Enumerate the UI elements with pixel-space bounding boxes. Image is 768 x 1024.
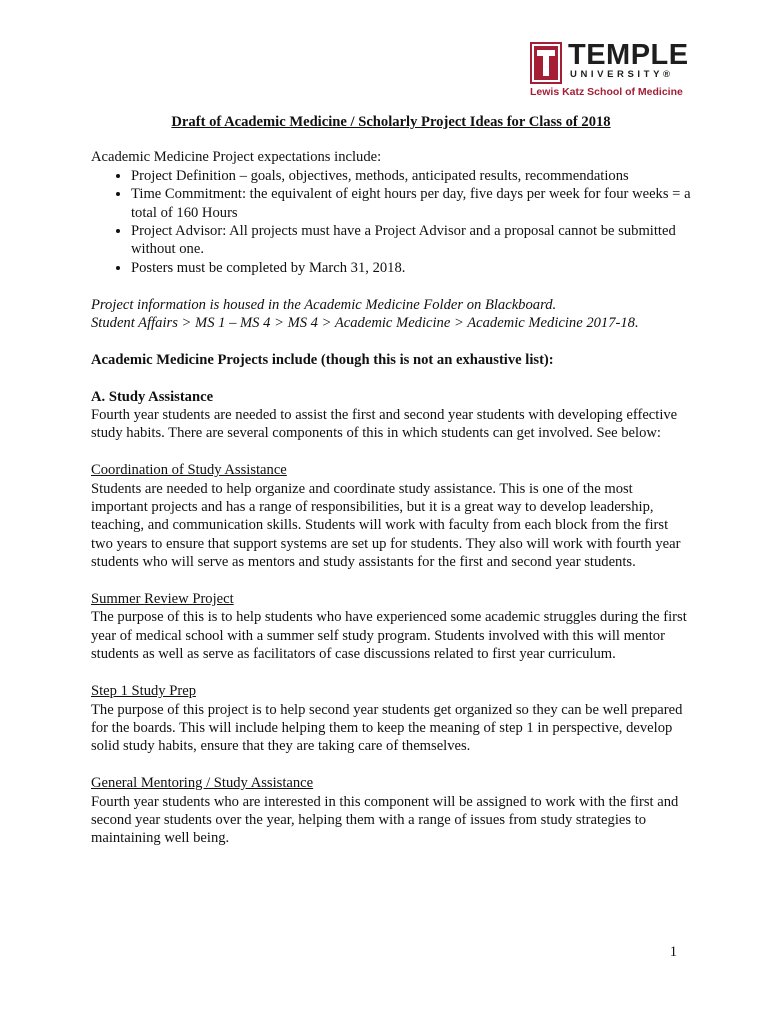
logo-school-name: Lewis Katz School of Medicine [530, 86, 683, 98]
subsection-body: Students are needed to help organize and coordinate study assistance. This is one of the most important projects and has a range of responsibilities, but it is a great way to develop leadership, teaching, and communication skills. Students will work with faculty from each block from the first two years to ensure that support systems are set up for students. They also will work with fourth year students who will serve as mentors and study assistants for the first and second year students. [91, 480, 681, 571]
subsection-body: The purpose of this project is to help second year students get organized so they can be well prepared for the boards. This will include helping them to keep the meaning of step 1 in perspective, develop solid study habits, ensure that they are taking care of themselves. [91, 701, 683, 755]
logo-university: UNIVERSITY® [570, 69, 674, 80]
subsection-heading: General Mentoring / Study Assistance [91, 775, 314, 792]
section-a-body: Fourth year students are needed to assist the first and second year students with developing effective study habits. There are several components of this in which students can get involved. See below: [91, 407, 678, 442]
section-a-heading: A. Study Assistance [91, 388, 214, 405]
subsection-body: Fourth year students who are interested in this component will be assigned to work with the first and second year students over the year, helping them with a range of issues from study strategies to maintaining well being. [91, 793, 679, 847]
logo-wordmark: TEMPLE [568, 39, 689, 71]
document-body [91, 113, 691, 848]
expectations-list [91, 167, 691, 277]
subsection-heading: Step 1 Study Prep [91, 683, 196, 700]
list-item: • Time Commitment: the equivalent of eight hours per day, five days per week for four weeks = a total of 160 Hours [131, 185, 691, 222]
temple-t-mark-icon [530, 42, 562, 84]
subsection-heading: Coordination of Study Assistance [91, 462, 287, 479]
info-line-1: Project information is housed in the Academic Medicine Folder on Blackboard. [91, 296, 557, 313]
page-number: 1 [669, 944, 677, 960]
list-item: • Posters must be completed by March 31, 2018. [131, 259, 691, 277]
list-item: • Project Definition – goals, objectives, methods, anticipated results, recommendations [131, 167, 691, 185]
subsection-heading: Summer Review Project [91, 591, 234, 608]
projects-heading: Academic Medicine Projects include (though this is not an exhaustive list): [91, 351, 554, 368]
document-title: Draft of Academic Medicine / Scholarly Project Ideas for Class of 2018 [171, 114, 611, 130]
temple-university-logo [530, 39, 689, 100]
expectations-intro: Academic Medicine Project expectations include: [91, 149, 382, 166]
subsection-body: The purpose of this is to help students who have experienced some academic struggles during the first year of medical school with a summer self study program. Students involved with this will mentor students as well as serve as facilitators of case discussions related to first year curriculum. [91, 609, 687, 663]
list-item: • Project Advisor: All projects must have a Project Advisor and a proposal cannot be submitted without one. [131, 222, 691, 259]
info-line-2: Student Affairs > MS 1 – MS 4 > MS 4 > Academic Medicine > Academic Medicine 2017-18. [91, 315, 639, 332]
